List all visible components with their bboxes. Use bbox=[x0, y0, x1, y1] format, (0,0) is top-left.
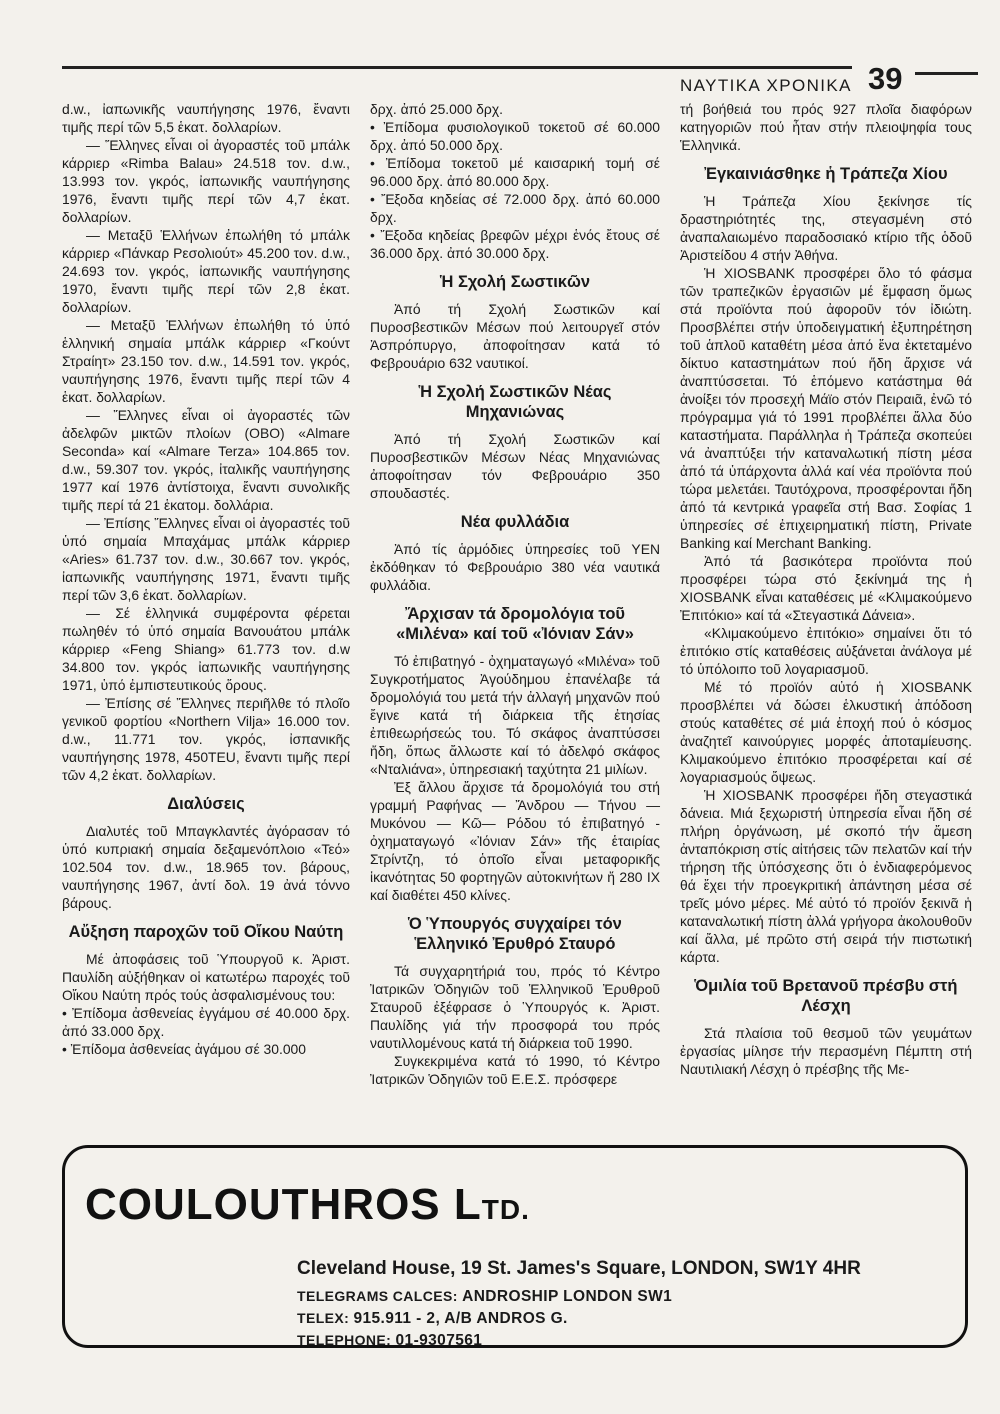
ad-company-main: COULOUTHROS L bbox=[85, 1180, 482, 1229]
paragraph: «Κλιμακούμενο ἐπιτόκιο» σημαίνει ὅτι τό ἐπιτόκιο στίς καταθέσεις αὐξάνεται ἀνάλογα μέ τό ὑπόλοιπο τοῦ λογαριασμοῦ. bbox=[680, 625, 972, 677]
column-2 bbox=[370, 100, 660, 1088]
section-heading: Ἡ Σχολή Σωστικῶν bbox=[439, 273, 591, 291]
paragraph: Μέ ἀποφάσεις τοῦ Ὑπουργοῦ κ. Ἀριστ. Παυλίδη αὐξήθηκαν οἱ κατωτέρω παροχές τοῦ Οἴκου Ναύτη πρός τούς ἀσφαλισμένους του: bbox=[62, 951, 350, 1003]
ad-address: Cleveland House, 19 St. James's Square, LONDON, SW1Y 4HR bbox=[297, 1258, 861, 1279]
bullet-item: • Ἐπίδομα ἀσθενείας ἀγάμου σέ 30.000 bbox=[62, 1041, 306, 1057]
section-heading: Ὁ Ὑπουργός συγχαίρει τόν Ἑλληνικό Ἐρυθρό Σταυρό bbox=[408, 915, 622, 953]
ad-telegrams bbox=[297, 1288, 672, 1306]
ad-telex-value: 915.911 - 2, A/B ANDROS G. bbox=[353, 1310, 568, 1327]
paragraph: Τά συγχαρητήριά του, πρός τό Κέντρο Ἰατρικῶν Ὁδηγιῶν τοῦ Ἑλληνικοῦ Ἐρυθροῦ Σταυροῦ ἐξέφρασε ὁ Ὑπουργός κ. Ἀριστ. Παυλίδης γιά τήν προσφορά του πρός ναυτιλλομένους κατά τή διάρκεια τοῦ 1990. bbox=[370, 963, 660, 1051]
advertisement-box bbox=[62, 1145, 968, 1348]
bullet-item: • Ἐπίδομα ἀσθενείας ἐγγάμου σέ 40.000 δρχ. ἀπό 33.000 δρχ. bbox=[62, 1005, 350, 1039]
ad-telephone-value: 01-9307561 bbox=[395, 1332, 483, 1349]
bullet-item: δρχ. ἀπό 25.000 δρχ. bbox=[370, 101, 503, 117]
page-number: 39 bbox=[868, 61, 903, 96]
section-heading: Αὔξηση παροχῶν τοῦ Οἴκου Ναύτη bbox=[68, 923, 344, 941]
paragraph: Ἀπό τή Σχολή Σωστικῶν καί Πυροσβεστικῶν Μέσων Νέας Μηχανιώνας ἀποφοίτησαν τόν Φεβρουάριο 350 σπουδαστές. bbox=[370, 431, 660, 501]
paragraph: Τό ἐπιβατηγό - ὀχηματαγωγό «Μιλένα» τοῦ Συγκροτήματος Ἀγούδημου ἐπανέλαβε τά δρομολόγιά του μετά τήν ἀλλαγή μηχανῶν πού ἔγινε κατά τή διάρκεια τῆς ἐτησίας ἐπιθεωρήσεώς του. Τό σκάφος ἀναπτύσσει ἤδη, ὅπως ἄλλωστε καί τό ἀδελφό σκάφος «Νταλιάνα», ὑπηρεσιακή ταχύτητα 21 μιλίων. bbox=[370, 653, 660, 777]
header-rule-left bbox=[62, 66, 852, 69]
ad-company-suffix: TD. bbox=[481, 1194, 530, 1225]
ad-telex-label: TELEX: bbox=[297, 1310, 350, 1326]
paragraph: Ἐξ ἄλλου ἄρχισε τά δρομολόγιά του στή γραμμή Ραφήνας — Ἄνδρου — Τήνου — Μυκόνου — Κῶ— Ρόδου τό ἐπιβατηγό - ὀχηματαγωγό «Ἰόνιαν Σάν» τῆς ἑταιρίας Στρίντζη, τό ὁποῖο εἶναι μεταφορικῆς ἱκανότητας 50 φορτηγῶν αὐτοκινήτων ἤ 280 ΙΧ καί διαθέτει 450 κλίνες. bbox=[370, 779, 660, 903]
paragraph: — Ἕλληνες εἶναι οἱ ἀγοραστές τοῦ μπάλκ κάρριερ «Rimba Balau» 24.518 τον. d.w., 13.993 τον. γκρός, ἰαπωνικῆς ναυπήγησης 1976, ἔναντι τιμῆς περί τῶν 4,7 ἑκατ. δολλαρίων. bbox=[62, 137, 350, 225]
paragraph: — Ἐπίσης σέ Ἕλληνες περιῆλθε τό πλοῖο γενικοῦ φορτίου «Northern Vilja» 16.000 τον. d.w., 11.771 τον. γκρός, ἰσπανικῆς ναυπήγησης 1978, 450TEU, ἔναντι τιμῆς περί τῶν 4,2 ἑκατ. δολλαρίων. bbox=[62, 695, 350, 783]
paragraph: Ἡ Τράπεζα Χίου ξεκίνησε τίς δραστηριότητές της, στεγασμένη στό ἀναπαλαιωμένο παραδοσιακό κτίριο τῆς ὁδοῦ Ἀριστείδου 4 στήν Ἀθήνα. bbox=[680, 193, 972, 263]
ad-telegrams-value: ANDROSHIP LONDON SW1 bbox=[462, 1288, 673, 1305]
ad-telegrams-label: TELEGRAMS CALCES: bbox=[297, 1288, 458, 1304]
section-heading: Ἡ Σχολή Σωστικῶν Νέας Μηχανιώνας bbox=[418, 383, 612, 421]
ad-telex bbox=[297, 1310, 568, 1328]
section-heading: Ἄρχισαν τά δρομολόγια τοῦ «Μιλένα» καί τοῦ «Ἰόνιαν Σάν» bbox=[396, 605, 634, 643]
paragraph: Μέ τό προϊόν αὐτό ἡ XIOSBANK προσβλέπει νά δώσει ἑλκυστική ἀπόδοση στούς καταθέτες σέ μιά ἐποχή πού ὁ κόσμος ἀναζητεῖ καινούργιες μορφές ἀποταμίευσης. Κλιμακούμενο ἐπιτόκιο προσφέρεται καί σέ λογαριασμούς ὄψεως. bbox=[680, 679, 972, 785]
column-3 bbox=[680, 100, 972, 1078]
bullet-item: • Ἐπίδομα φυσιολογικοῦ τοκετοῦ σέ 60.000 δρχ. ἀπό 50.000 δρχ. bbox=[370, 119, 660, 153]
paragraph: Συγκεκριμένα κατά τό 1990, τό Κέντρο Ἰατρικῶν Ὁδηγιῶν τοῦ Ε.Ε.Σ. πρόσφερε bbox=[370, 1053, 660, 1087]
bullet-item: • Ἔξοδα κηδείας βρεφῶν μέχρι ἑνός ἔτους σέ 36.000 δρχ. ἀπό 30.000 δρχ. bbox=[370, 227, 660, 261]
ad-company-name bbox=[85, 1180, 530, 1230]
section-heading: Ἐγκαινιάσθηκε ἡ Τράπεζα Χίου bbox=[704, 165, 948, 183]
paragraph: — Ἐπίσης Ἕλληνες εἶναι οἱ ἀγοραστές τοῦ ὑπό σημαία Μπαχάμας μπάλκ κάρριερ «Aries» 61.737 τον. d.w., 30.667 τον. γκρός, ἰαπωνικῆς ναυπήγησης 1971, ἔναντι τιμῆς περί τῶν 3,6 ἑκατ. δολλαρίων. bbox=[62, 515, 350, 603]
ad-telephone bbox=[297, 1332, 482, 1350]
section-heading: Διαλύσεις bbox=[167, 795, 245, 813]
paragraph: Ἡ XIOSBANK προσφέρει ὅλο τό φάσμα τῶν τραπεζικῶν ἐργασιῶν μέ ἔμφαση ὅμως στά προϊόντα πού ἀφοροῦν τόν ἰδιώτη. Προσβλέπει στήν ὑποδειγματική ἐξυπηρέτηση τοῦ ἁπλοῦ καταθέτη μέσα ἀπό ἕνα ἐκτεταμένο δίκτυο καταστημάτων πού ἤδη ἄρχισε νά ἀναπτύσσεται. Τό ἑπόμενο κατάστημα θά ἀνοίξει τόν προσεχή Μάϊο στόν Πειραιᾶ, ἐνῶ τό πρόγραμμα γιά τό 1991 προβλέπει ἄλλα δύο καταστήματα. Παράλληλα ἡ Τράπεζα σκοπεύει νά ἀναπτύξει τήν καταναλωτική πίστη μέσα ἀπό τά ὑπάρχοντα ἀλλά καί νέα προϊόντα πού τώρα μελετάει. Ταυτόχρονα, προσφέρονται ἤδη ἀπό τά κεντρικά γραφεῖα στή Βασ. Σοφίας 1 ὑπηρεσίες σέ ἐπιχειρηματική πίστη, Private Banking καί Merchant Banking. bbox=[680, 265, 972, 551]
section-heading: Ὁμιλία τοῦ Βρετανοῦ πρέσβυ στή Λέσχη bbox=[694, 977, 958, 1015]
paragraph: d.w., ἰαπωνικῆς ναυπήγησης 1976, ἔναντι τιμῆς περί τῶν 5,5 ἑκατ. δολλαρίων. bbox=[62, 101, 350, 135]
paragraph: Ἀπό τή Σχολή Σωστικῶν καί Πυροσβεστικῶν Μέσων πού λειτουργεῖ στόν Ἀσπρόπυργο, ἀποφοίτησαν κατά τό Φεβρουάριο 632 ναυτικοί. bbox=[370, 301, 660, 371]
bullet-item: • Ἐπίδομα τοκετοῦ μέ καισαρική τομή σέ 96.000 δρχ. ἀπό 80.000 δρχ. bbox=[370, 155, 660, 189]
paragraph: Στά πλαίσια τοῦ θεσμοῦ τῶν γευμάτων ἐργασίας μίλησε τήν περασμένη Πέμπτη στή Ναυτιλιακή Λέσχη ὁ πρέσβης τῆς Με- bbox=[680, 1025, 972, 1077]
bullet-item: • Ἔξοδα κηδείας σέ 72.000 δρχ. ἀπό 60.000 δρχ. bbox=[370, 191, 660, 225]
magazine-title: ΝΑΥΤΙΚΑ ΧΡΟΝΙΚΑ bbox=[680, 76, 852, 95]
ad-telephone-label: TELEPHONE: bbox=[297, 1332, 392, 1348]
paragraph: Διαλυτές τοῦ Μπαγκλαντές ἀγόρασαν τό ὑπό κυπριακή σημαία δεξαμενόπλοιο «Τεό» 102.504 τον. d.w., 18.965 τον. βάρους, ναυπήγησης 1967, ἀντί δολ. 19 ἀνά τόννο βάρους. bbox=[62, 823, 350, 911]
paragraph: τή βοήθειά του πρός 927 πλοῖα διαφόρων κατηγοριῶν πού ἦταν στήν πλειοψηφία τους Ἑλληνικά. bbox=[680, 101, 972, 153]
paragraph: Ἡ XIOSBANK προσφέρει ἤδη στεγαστικά δάνεια. Μιά ξεχωριστή ὑπηρεσία εἶναι ἤδη σέ πλήρη ὀργάνωση, μέ σκοπό τήν ἄμεση ἀνταπόκριση στίς αἰτήσεις τῶν πελατῶν καί τήν τήρηση τῆς ὑπόσχεσης ὅτι ὁ ἐνδιαφερόμενος θά ἔχει τήν προεγκριτική ἀπάντηση μέσα σέ τρεῖς μόνο μέρες. Μέ αὐτό τό προϊόν ξεκινᾶ ἡ καταναλωτική πίστη ἀλλά γρήγορα ἀκολουθοῦν καί ἄλλα, μέ πρῶτο στή σειρά τήν πιστωτική κάρτα. bbox=[680, 787, 972, 965]
paragraph: Ἀπό τά βασικότερα προϊόντα πού προσφέρει τώρα στό ξεκίνημά της ἡ XIOSBANK εἶναι καταθέσεις μέ «Κλιμακούμενο Ἐπιτόκιο» καί τά «Στεγαστικά Δάνεια». bbox=[680, 553, 972, 623]
paragraph: — Μεταξῦ Ἑλλήνων ἐπωλήθη τό ὑπό ἑλληνική σημαία μπάλκ κάρριερ «Γκούντ Στραίητ» 23.150 τον. d.w., 14.591 τον. γκρός, ναυπήγησης 1976, ἔναντι τιμῆς περί τῶν 4 ἑκατ. δολλαρίων. bbox=[62, 317, 350, 405]
paragraph: Ἀπό τίς ἁρμόδιες ὑπηρεσίες τοῦ ΥΕΝ ἐκδόθηκαν τό Φεβρουάριο 380 νέα ναυτικά φυλλάδια. bbox=[370, 541, 660, 593]
header-rule-right bbox=[915, 72, 978, 75]
paragraph: — Μεταξῦ Ἑλλήνων ἐπωλήθη τό μπάλκ κάρριερ «Πάνκαρ Ρεσολιούτ» 45.200 τον. d.w., 24.693 τον. γκρός, ἰαπωνικῆς ναυπήγησης 1970, ἔναντι τιμῆς περί τῶν 2,8 ἑκατ. δολλαρίων. bbox=[62, 227, 350, 315]
paragraph: — Ἕλληνες εἶναι οἱ ἀγοραστές τῶν ἀδελφῶν μικτῶν πλοίων (ΟΒΟ) «Almare Seconda» καί «Almare Terza» 104.865 τον. d.w., 59.307 τον. γκρός, ἰταλικῆς ναυπήγησης 1977 καί 1976 ἀντίστοιχα, ἔναντι συνολικῆς τιμῆς περί τά 21 ἑκατομ. δολλάρια. bbox=[62, 407, 350, 513]
column-1 bbox=[62, 100, 350, 1058]
paragraph: — Σέ ἑλληνικά συμφέροντα φέρεται πωληθέν τό ὑπό σημαία Βανουάτου μπάλκ κάρριερ «Feng Shiang» 61.773 τον. d.w 34.800 τον. γκρός ἰαπωνικῆς ναυπήγησης 1971, ὑπό ἐμπιστευτικούς ὅρους. bbox=[62, 605, 350, 693]
section-heading: Νέα φυλλάδια bbox=[460, 513, 570, 531]
